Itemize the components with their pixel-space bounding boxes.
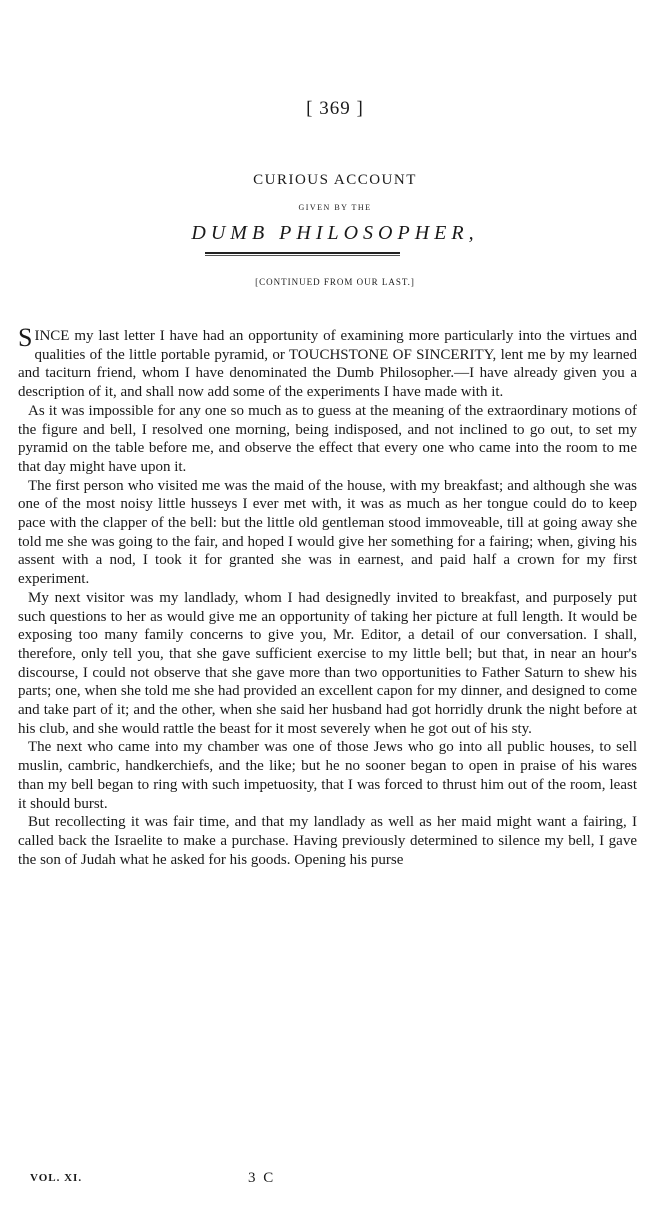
paragraph-2: As it was impossible for any one so much as to guess at the meaning of the extraordinary motions of the figure and bell, I resolved one morning, being indisposed, and not inclined to go out, to set my pyramid on the table before me, and observe the effect that every one who came into the room to me that day might have upon it. (18, 402, 637, 475)
article-body (18, 323, 637, 869)
article-given-by: GIVEN BY THE (298, 203, 372, 212)
page-number: [ 369 ] (306, 98, 364, 119)
drop-cap: S (18, 323, 33, 352)
article-title: CURIOUS ACCOUNT (253, 172, 417, 188)
continued-note: [CONTINUED FROM OUR LAST.] (255, 277, 415, 287)
volume-label: VOL. XI. (30, 1172, 83, 1184)
signature-mark: 3 C (248, 1170, 276, 1186)
paragraph-6: But recollecting it was fair time, and that my landlady as well as her maid might want a fairing, I called back the Israelite to make a purchase. Having previously determined to silence my bell, I gave the son of Judah what he asked for his goods. Opening his purse (18, 814, 637, 868)
paragraph-1-text: INCE my last letter I have had an opportunity of examining more particularly into the virtues and qualities of the little portable pyramid, or TOUCHSTONE OF SINCERITY, lent me by my learned and taciturn friend, whom I have denominated the Dumb Philosopher.—I have already given you a description of it, and shall now add some of the experiments I have made with it. (18, 328, 637, 401)
paragraph-5: The next who came into my chamber was one of those Jews who go into all public houses, to sell muslin, cambric, handkerchiefs, and the like; but he no sooner began to open in praise of his wares than my bell began to ring with such impetuosity, that I was forced to thrust him out of the room, least it should burst. (18, 739, 637, 812)
paragraph-1 (18, 323, 637, 402)
paragraph-3: The first person who visited me was the maid of the house, with my breakfast; and although she was one of the most noisy little husseys I ever met with, it was as much as her tongue could do to keep pace with the clapper of the bell: but the little old gentleman stood immoveable, till at going away she told me she was going to the fair, and hoped I would give her something for a fairing; when, giving his assent with a nod, I took it for granted she was in earnest, and paid half a crown for my first experiment. (18, 477, 637, 588)
title-rule (205, 252, 400, 256)
article-subtitle: DUMB PHILOSOPHER, (191, 222, 479, 244)
paragraph-4: My next visitor was my landlady, whom I had designedly invited to breakfast, and purposely put such questions to her as would give me an opportunity of taking her picture at full length. It would be exposing too many family concerns to give you, Mr. Editor, a detail of our conversation. I shall, therefore, only tell you, that she gave sufficient exercise to my little bell; but that, in near an hour's discourse, I could not observe that she gave more than two opportunities to Father Saturn to shew his parts; one, when she told me she had provided an excellent capon for my dinner, and designed to come and take part of it; and the other, when she said her husband had got horridly drunk the night before at his club, and she would rattle the beast for it most severely when he got out of his sty. (18, 589, 637, 737)
